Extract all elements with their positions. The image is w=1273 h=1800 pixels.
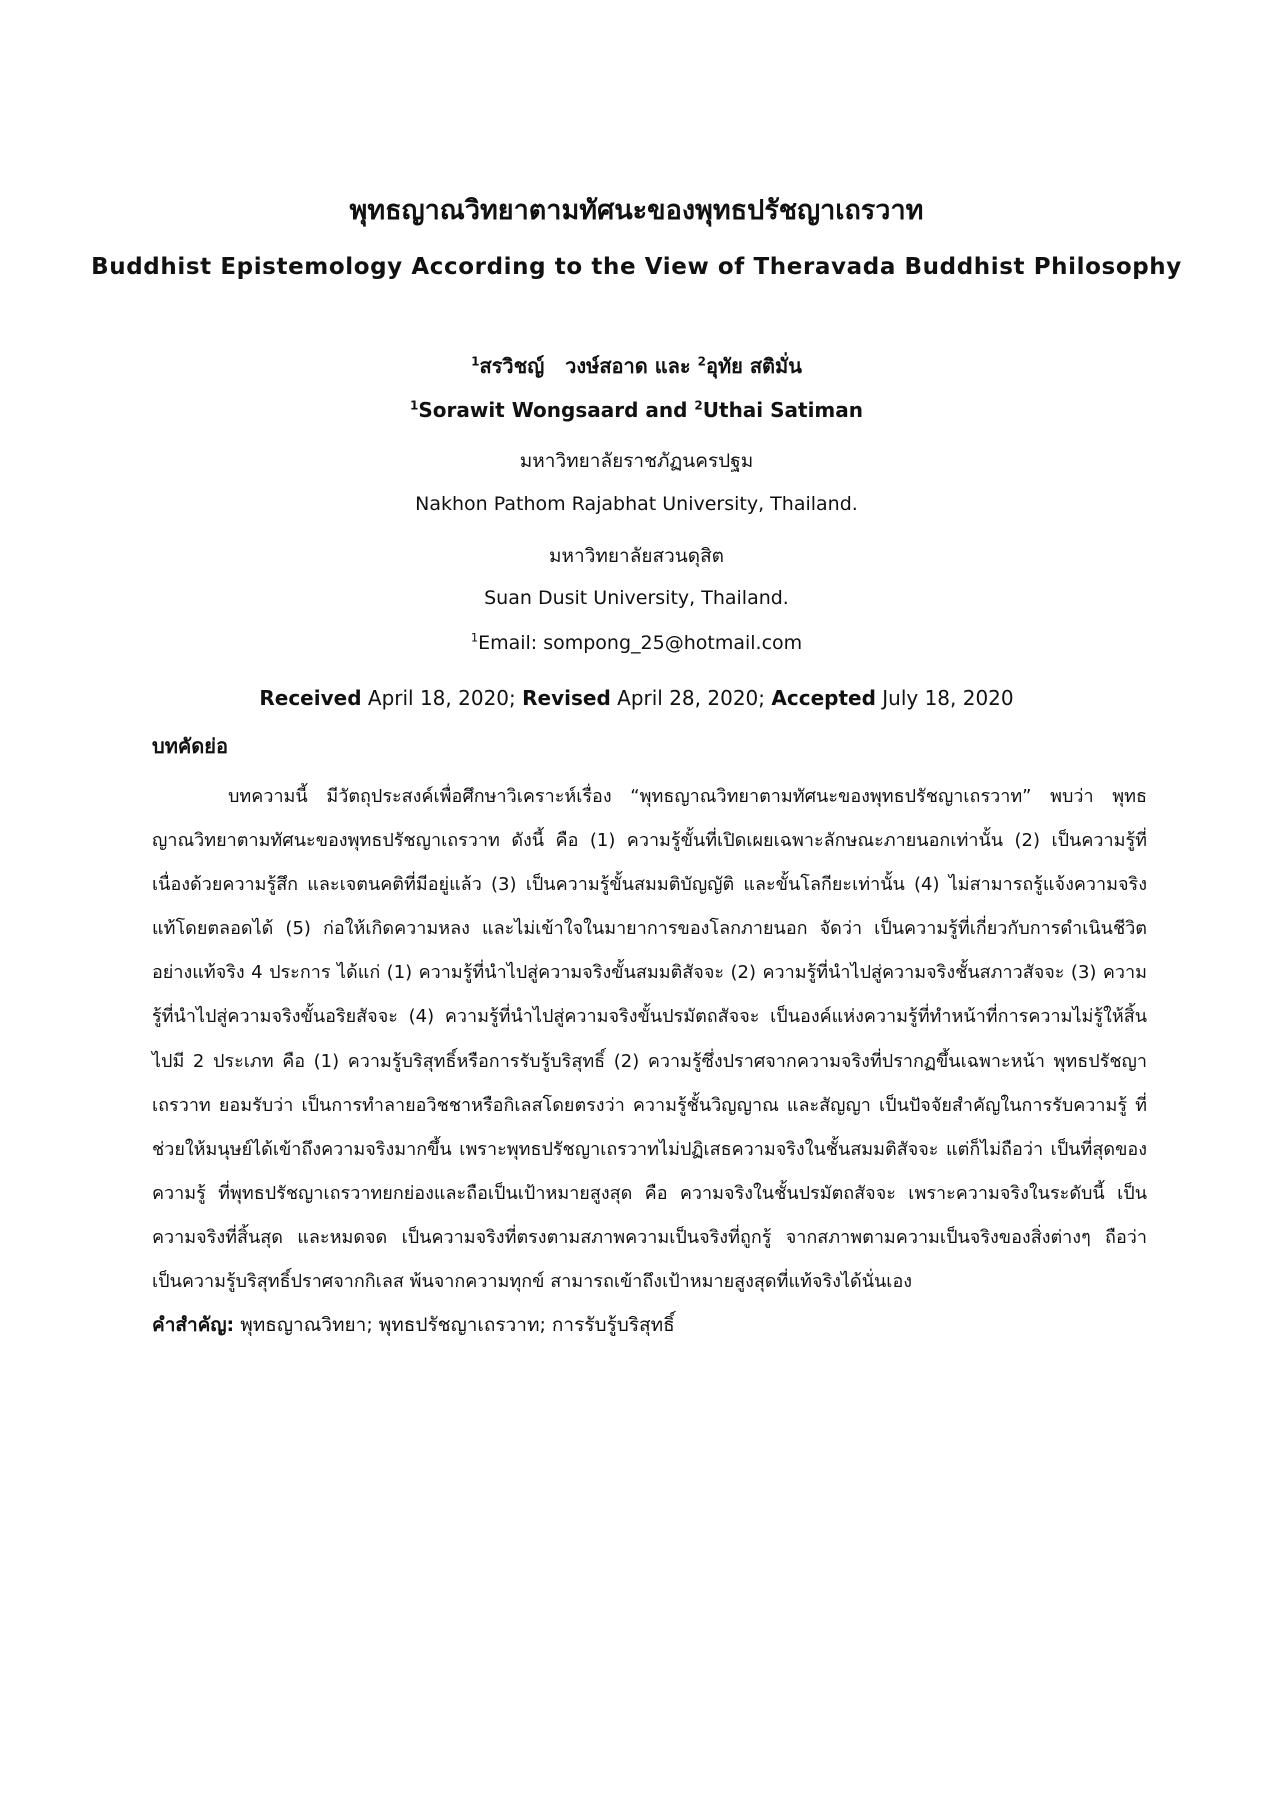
submission-dates (0, 686, 1273, 710)
authors-conjunction-english: and (638, 398, 695, 422)
abstract-paragraph: บทความนี้ มีวัตถุประสงค์เพื่อศึกษาวิเคราะห์เรื่อง “พุทธญาณวิทยาตามทัศนะของพุทธปรัชญาเถรวาท” พบว่า พุทธญาณวิทยาตามทัศนะของพุทธปรัชญาเถรวาท ดังนี้ คือ (1) ความรู้ขั้นที่เปิดเผยเฉพาะลักษณะภายนอกเท่านั้น (2) เป็นความรู้ที่เนื่องด้วยความรู้สึก และเจตนคติที่มีอยู่แล้ว (3) เป็นความรู้ขั้นสมมติบัญญัติ และขั้นโลกียะเท่านั้น (4) ไม่สามารถรู้แจ้งความจริงแท้โดยตลอดได้ (5) ก่อให้เกิดความหลง และไม่เข้าใจในมายาการของโลกภายนอก จัดว่า เป็นความรู้ที่เกี่ยวกับการดำเนินชีวิตอย่างแท้จริง 4 ประการ ได้แก่ (1) ความรู้ที่นำไปสู่ความจริงขั้นสมมติสัจจะ (2) ความรู้ที่นำไปสู่ความจริงชั้นสภาวสัจจะ (3) ความรู้ที่นำไปสู่ความจริงขั้นอริยสัจจะ (4) ความรู้ที่นำไปสู่ความจริงขั้นปรมัตถสัจจะ เป็นองค์แห่งความรู้ที่ทำหน้าที่การความไม่รู้ให้สิ้นไปมี 2 ประเภท คือ (1) ความรู้บริสุทธิ์หรือการรับรู้บริสุทธิ์ (2) ความรู้ซึ่งปราศจากความจริงที่ปรากฏขึ้นเฉพาะหน้า พุทธปรัชญาเถรวาท ยอมรับว่า เป็นการทำลายอวิชชาหรือกิเลสโดยตรงว่า ความรู้ชั้นวิญญาณ และสัญญา เป็นปัจจัยสำคัญในการรับความรู้ ที่ช่วยให้มนุษย์ได้เข้าถึงความจริงมากขึ้น เพราะพุทธปรัชญาเถรวาทไม่ปฏิเสธความจริงในชั้นสมมติสัจจะ แต่ก็ไม่ถือว่า เป็นที่สุดของความรู้ ที่พุทธปรัชญาเถรวาทยกย่องและถือเป็นเป้าหมายสูงสุด คือ ความจริงในชั้นปรมัตถสัจจะ เพราะความจริงในระดับนี้ เป็นความจริงที่สิ้นสุด และหมดจด เป็นความจริงที่ตรงตามสภาพความเป็นจริงที่ถูกรู้ จากสภาพตามความเป็นจริงของสิ่งต่างๆ ถือว่า เป็นความรู้บริสุทธิ์ปราศจากกิเลส พ้นจากความทุกข์ สามารถเข้าถึงเป้าหมายสูงสุดที่แท้จริงได้นั่นเอง (152, 786, 1147, 1293)
abstract-heading: บทคัดย่อ (152, 734, 228, 758)
affiliation-1-thai: มหาวิทยาลัยราชภัฏนครปฐม (519, 450, 754, 472)
email-line (0, 632, 1273, 654)
title-thai: พุทธญาณวิทยาตามทัศนะของพุทธปรัชญาเถรวาท (349, 195, 924, 226)
author1-marker: 1 (471, 354, 480, 369)
revised-label: Revised (522, 686, 611, 710)
authors-thai (0, 350, 1273, 382)
author1-name-english: Sorawit Wongsaard (418, 398, 639, 422)
authors-english (0, 398, 1273, 422)
accepted-date: July 18, 2020 (875, 686, 1014, 710)
revised-date: April 28, 2020; (610, 686, 772, 710)
keywords-label: คำสำคัญ: (152, 1314, 235, 1336)
received-date: April 18, 2020; (361, 686, 523, 710)
email-address: Email: sompong_25@hotmail.com (478, 632, 803, 654)
title-english: Buddhist Epistemology According to the View of Theravada Buddhist Philosophy (91, 254, 1182, 280)
authors-conjunction-thai: และ (647, 354, 698, 378)
author1-name-thai: สรวิชญ์ วงษ์สอาด (479, 354, 648, 378)
keywords-list: พุทธญาณวิทยา; พุทธปรัชญาเถรวาท; การรับรู้บริสุทธิ์ (234, 1314, 675, 1336)
accepted-label: Accepted (771, 686, 876, 710)
author2-name-thai: อุทัย สติมั่น (705, 354, 802, 378)
author2-marker: 2 (697, 354, 706, 369)
email-marker: 1 (470, 630, 479, 645)
affiliation-2-thai: มหาวิทยาลัยสวนดุสิต (548, 545, 725, 567)
author2-marker-en: 2 (694, 398, 703, 413)
keywords-line (152, 1310, 675, 1340)
abstract-body (152, 775, 1147, 1304)
affiliation-1-english: Nakhon Pathom Rajabhat University, Thailand. (415, 493, 858, 515)
author1-marker-en: 1 (409, 398, 419, 413)
affiliation-2-english: Suan Dusit University, Thailand. (484, 587, 789, 609)
received-label: Received (259, 686, 362, 710)
author2-name-english: Uthai Satiman (702, 398, 864, 422)
